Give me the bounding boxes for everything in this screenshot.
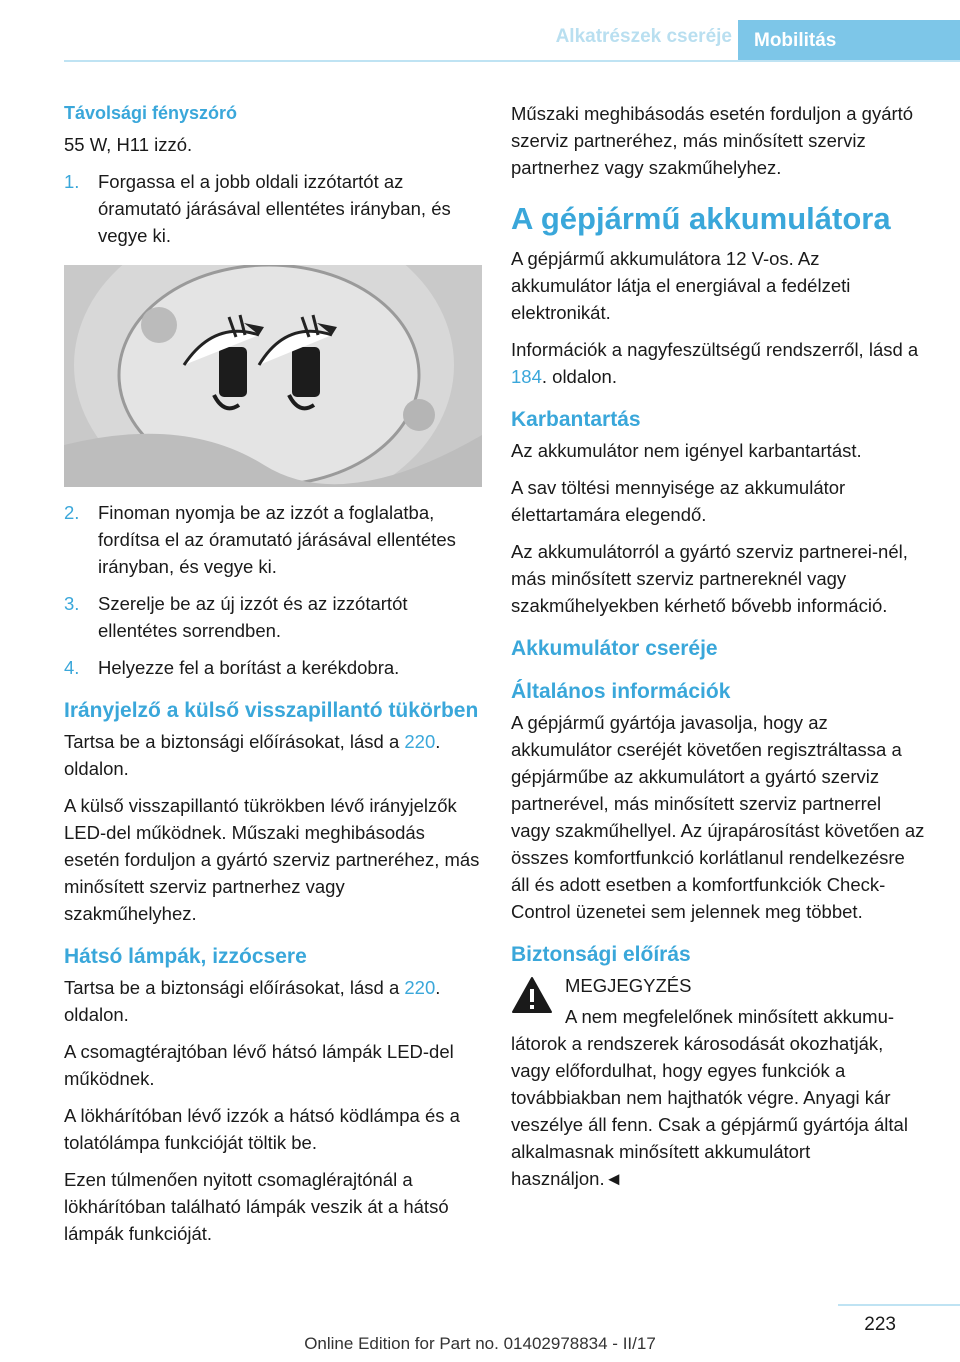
page-header [0, 0, 960, 64]
step-number: 1. [64, 171, 80, 192]
maintenance-paragraph: A sav töltési mennyisége az akkumulátor élettartamára elegendő. [511, 477, 846, 525]
edition-footer: Online Edition for Part no. 01402978834 - II/17 [304, 1334, 656, 1353]
notice-body: látorok a rendszerek károsodását okozhatják, vagy előfordulhat, hogy egyes funkciók a továbbiakban nem hajthatók végre. Anyagi kár veszélye áll fenn. Csak a gépjármű gyártója által alkalmasnak minősített akkumulátort használjon.◄ [511, 1033, 908, 1189]
bumper-lamps-paragraph: Ezen túlmenően nyitott csomaglérajtónál a lökhárítóban található lámpák veszik át a hátsó lámpák funkcióját. [64, 1169, 449, 1244]
maintenance-paragraph: Az akkumulátor nem igényel karbantartást. [511, 440, 862, 461]
bulb-spec: 55 W, H11 izzó. [64, 134, 193, 155]
steps-list-a [64, 168, 482, 249]
notice-first-line: A nem megfelelőnek minősített akkumu- [565, 1006, 895, 1027]
maintenance-paragraph: Az akkumulátorról a gyártó szerviz partnerei-nél, más minősített szerviz partnereknél vagy szakműhelyekben kérhető bővebb információ. [511, 541, 908, 616]
text-span: . oldalon. [64, 977, 441, 1025]
right-column [511, 100, 925, 1192]
page-number: 223 [864, 1314, 896, 1335]
text-span: . oldalon. [64, 731, 441, 779]
header-chapter-tab: Mobilitás [738, 20, 960, 62]
heading-maintenance: Karbantartás [511, 408, 641, 431]
step-text: Forgassa el a jobb oldali izzótartót az óramutató járásával ellentétes irányban, és vegye ki. [98, 171, 451, 246]
text-span: Információk a nagyfeszültségű rendszerről, lásd a [511, 339, 919, 360]
heading-battery-replacement: Akkumulátor cseréje [511, 637, 718, 660]
warning-notice [511, 972, 925, 1192]
step-item [64, 168, 482, 249]
safety-reference [64, 728, 482, 782]
step-text: Helyezze fel a borítást a kerékdobra. [98, 657, 400, 678]
steps-list-b [64, 499, 482, 681]
fault-paragraph: Műszaki meghibásodás esetén forduljon a gyártó szerviz partneréhez, más minősített szerviz partnerhez vagy szakműhelyhez. [511, 103, 914, 178]
safety-reference [64, 974, 482, 1028]
text-span: Tartsa be a biztonsági előírásokat, lásd a [64, 731, 405, 752]
step-item [64, 499, 482, 580]
page-link-184[interactable]: 184 [511, 366, 542, 387]
step-number: 4. [64, 657, 80, 678]
text-span: Tartsa be a biztonsági előírásokat, lásd a [64, 977, 405, 998]
heading-high-beam: Távolsági fényszóró [64, 103, 238, 123]
heading-general-information: Általános információk [511, 680, 731, 703]
heading-safety-note: Biztonsági előírás [511, 943, 691, 966]
mirror-led-paragraph: A külső visszapillantó tükrökben lévő irányjelzők LED-del működnek. Műszaki meghibásodás esetén forduljon a gyártó szerviz partneréhez, más minősített szerviz partnerhez vagy szakműhelyhez. [64, 795, 480, 924]
step-text: Szerelje be az új izzót és az izzótartót ellentétes sorrendben. [98, 593, 408, 641]
trunk-lamps-paragraph: A csomagtérajtóban lévő hátsó lámpák LED-del működnek. [64, 1041, 454, 1089]
footer-divider [838, 1304, 960, 1306]
page-link-220[interactable]: 220 [404, 977, 436, 998]
notice-title: MEGJEGYZÉS [565, 975, 692, 996]
step-number: 3. [64, 593, 80, 614]
warning-triangle-icon [511, 976, 553, 1014]
heading-mirror-indicator: Irányjelző a külső visszapillantó tükörben [64, 699, 479, 722]
step-text: Finoman nyomja be az izzót a foglalatba, fordítsa el az óramutató járásával ellentétes irányban, és vegye ki. [98, 502, 456, 577]
heading-vehicle-battery: A gépjármű akkumulátora [511, 201, 891, 236]
header-section-title: Alkatrészek cseréje [555, 26, 732, 47]
general-paragraph: A gépjármű gyártója javasolja, hogy az akkumulátor cseréjét követően regisztráltassa a gépjárműbe az akkumulátort a gyártó szerviz partnerével, más minősített szerviz partnerrel vagy szakműhellyel. Az újrapárosítást követően az összes komfortfunkció korlátlanul rendelkezésre áll és adott esetben a komfortfunkciók Check-Control üzenetei sem jelennek meg többet. [511, 712, 925, 922]
page-link-220[interactable]: 220 [404, 731, 436, 752]
high-voltage-reference [511, 336, 925, 390]
bulb-holder-photo [64, 265, 482, 487]
bumper-bulbs-paragraph: A lökhárítóban lévő izzók a hátsó ködlámpa és a tolatólámpa funkcióját töltik be. [64, 1105, 460, 1153]
heading-rear-lamps: Hátsó lámpák, izzócsere [64, 945, 307, 968]
step-number: 2. [64, 502, 80, 523]
battery-paragraph: A gépjármű akkumulátora 12 V-os. Az akkumulátor látja el energiával a fedélzeti elektronikát. [511, 248, 851, 323]
text-span: . oldalon. [541, 366, 617, 387]
header-divider [64, 60, 960, 62]
step-item [64, 654, 482, 681]
step-item [64, 590, 482, 644]
left-column [64, 100, 482, 1257]
